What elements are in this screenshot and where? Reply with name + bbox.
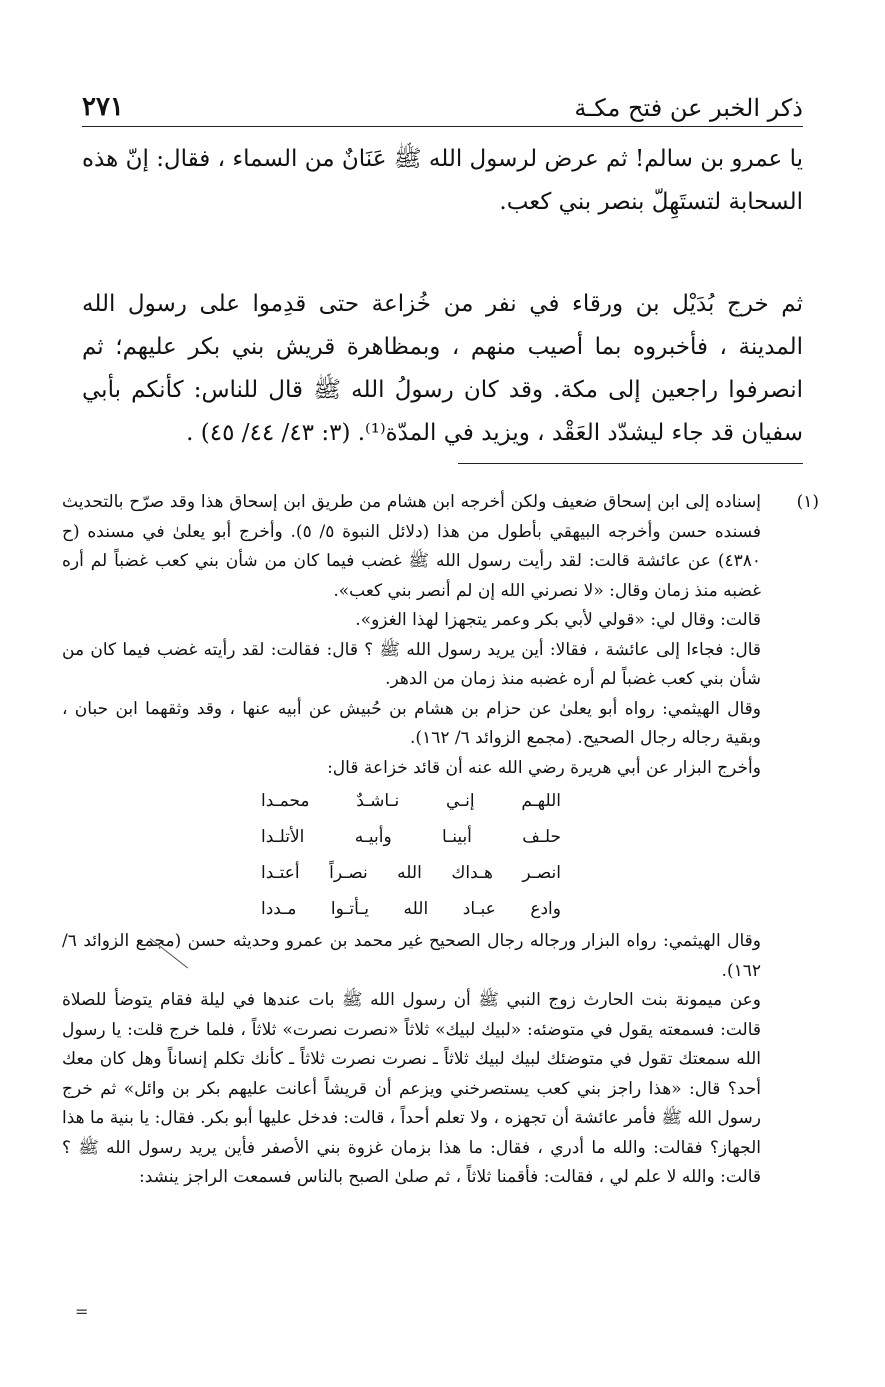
body-paragraph-2: ثم خرج بُدَيْل بن ورقاء في نفر من خُزاعة حتى قدِموا على رسول الله المدينة ، فأخبروه بما أصيب منهم ، وبمظاهرة قريش بني بكر عليهم؛ ثم انصرفوا راجعين إلى مكة. وقد كان رسولُ الله ﷺ قال للناس: كأنكم بأبي سفيان قد جاء ليشدّد العَقْد ، ويزيد في المدّة⁽¹⁾. (٣: ٤٣/ ٤٤/ ٤٥) .: [82, 291, 804, 446]
footnote-separator: [458, 463, 803, 464]
footnote-paragraph: وقال الهيثمي: رواه البزار ورجاله رجال الصحيح غير محمد بن عمرو وحديثه حسن (مجمع الزوائد ٦/ ١٦٢).: [62, 931, 761, 981]
verse-line: وادع عبـاد الله يـأتـوا مـددا: [261, 899, 561, 919]
page-number: ٢٧١: [82, 92, 124, 122]
footnote-paragraph: وأخرج البزار عن أبي هريرة رضي الله عنه أن قائد خزاعة قال:: [327, 757, 761, 778]
running-title: ذكر الخبر عن فتح مكـة: [574, 94, 803, 122]
footnote-body: [62, 488, 761, 1193]
footnote-paragraph: قالت: وقال لي: «قولي لأبي بكر وعمر يتجهزا لهذا الغزو».: [355, 610, 761, 630]
footnote-paragraph: وقال الهيثمي: رواه أبو يعلىٰ عن حزام بن هشام بن حُبيش عن أبيه عنها ، وقد وثقهما ابن حبان ، وبقية رجاله رجال الصحيح. (مجمع الزوائد ٦/ ١٦٢).: [62, 698, 761, 748]
footnote-paragraph: وعن ميمونة بنت الحارث زوج النبي ﷺ أن رسول الله ﷺ بات عندها في ليلة فقام يتوضأ للصلاة قالت: فسمعته يقول في متوضئه: «لبيك لبيك» ثلاثاً «نصرت نصرت» ثلاثاً ، فلما خرج قلت: يا رسول الله سمعتك تقول في متوضئك لبيك لبيك ثلاثاً ـ نصرت نصرت ثلاثاً ـ كأنك تكلم إنساناً وهل كان معك أحد؟ قال: «هذا راجز بني كعب يستصرخني ويزعم أن قريشاً أعانت عليهم بكر بن وائل» ثم خرج رسول الله ﷺ فأمر عائشة أن تجهزه ، ولا تعلم أحداً ، قالت: فدخل عليها أبو بكر. فقال: يا بنية ما هذا الجهاز؟ فقالت: والله ما أدري ، فقال: ما هذا بزمان غزوة بني الأصفر فأين يريد رسول الله ﷺ ؟ قالت: والله لا علم لي ، فقالت: فأقمنا ثلاثاً ، ثم صلىٰ الصبح بالناس فسمعت الراجز ينشد:: [62, 990, 762, 1187]
margin-mark: =: [75, 1302, 89, 1321]
footnote-paragraph: قال: فجاءا إلى عائشة ، فقالا: أين يريد رسول الله ﷺ ؟ قال: فقالت: لقد رأيته غضب فيما كان من شأن بني كعب غضباً لم أره غضبه منذ زمان من الدهر.: [62, 639, 762, 689]
page-header: [82, 82, 803, 127]
body-paragraph-1: يا عمرو بن سالم! ثم عرض لرسول الله ﷺ عَنَانٌ من السماء ، فقال: إنّ هذه السحابة لتستَهِلّ بنصر بني كعب.: [82, 146, 803, 215]
verse-line: اللهـم إنـي نـاشـدٌ محمـدا: [261, 791, 561, 811]
footnote-paragraph: إسناده إلى ابن إسحاق ضعيف ولكن أخرجه ابن هشام من طريق ابن إسحاق هذا وقد صرّح بالتحديث فسنده حسن وأخرجه البيهقي بأطول من هذا (دلائل النبوة ٥/ ٥). وأخرج أبو يعلىٰ في مسنده (ح ٤٣٨٠) عن عائشة قالت: لقد رأيت رسول الله ﷺ غضب فيما كان من شأن بني كعب غضباً لم أره غضبه منذ زمان وقال: «لا نصرني الله إن لم أنصر بني كعب».: [62, 492, 761, 601]
footnote-number: (١): [796, 492, 819, 512]
verse-line: انصـر هـداك الله نصـراً أعتـدا: [261, 863, 561, 883]
footnote: [62, 488, 823, 1193]
poem-verses: [62, 783, 761, 927]
verse-line: حلـف أبينـا وأبيـه الأتلـدا: [261, 827, 561, 847]
